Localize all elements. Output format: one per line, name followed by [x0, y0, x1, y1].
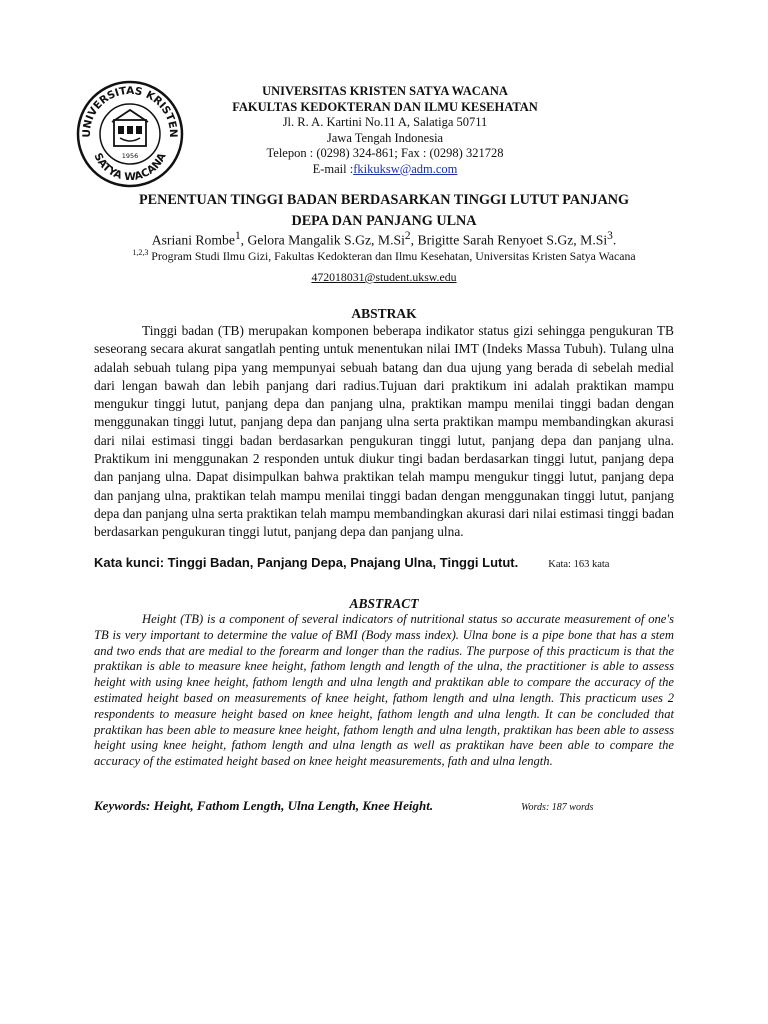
region: Jawa Tengah Indonesia: [326, 130, 444, 145]
author-name: Gelora Mangalik S.Gz, M.Si: [247, 232, 405, 248]
affiliation-text: Program Studi Ilmu Gizi, Fakultas Kedokteran dan Ilmu Kesehatan, Universitas Kristen Satya Wacana: [148, 248, 636, 263]
address: Jl. R. A. Kartini No.11 A, Salatiga 50711: [282, 115, 488, 129]
phone-fax: Telepon : (0298) 324-861; Fax : (0298) 321728: [266, 146, 504, 160]
student-email-link[interactable]: 472018031@student.uksw.edu: [311, 270, 457, 284]
email-line: [200, 162, 570, 178]
logo-bottom-text: SATYA WACANA: [91, 151, 169, 184]
author-sup: 2: [404, 230, 411, 242]
author-name: Brigitte Sarah Renyoet S.Gz, M.Si: [417, 232, 608, 248]
student-email: [96, 270, 672, 285]
author-list: Asriani Rombe$^1$, Gelora Mangalik S.Gz, M.Si$^2$, Brigitte Sarah Renyoet S.Gz, M.Si$^3$.: [151, 230, 617, 248]
logo-top-text: UNIVERSITAS KRISTEN: [80, 84, 180, 138]
abstract-keywords: Keywords: Height, Fathom Length, Ulna Length, Knee Height.: [94, 798, 434, 813]
affiliation-sup: 1,2,3: [132, 248, 149, 257]
abstract-body: [94, 612, 674, 770]
abstrak-word-count: Kata: 163 kata: [548, 559, 610, 570]
abstrak-body: [94, 322, 674, 542]
abstract-heading: ABSTRACT: [349, 596, 419, 611]
faculty-name: FAKULTAS KEDOKTERAN DAN ILMU KESEHATAN: [232, 99, 538, 114]
logo-year: 1956: [121, 152, 139, 160]
email-link[interactable]: fkikuksw@adm.com: [353, 161, 458, 176]
author-sup: 3: [607, 230, 613, 242]
university-name: UNIVERSITAS KRISTEN SATYA WACANA: [262, 84, 508, 98]
author-name: Asriani Rombe: [151, 232, 235, 248]
institution-header: [200, 84, 570, 177]
paper-title: [96, 190, 672, 231]
abstrak-paragraph: Tinggi badan (TB) merupakan komponen beberapa indikator status gizi sehingga pengukuran TB seseorang secara akurat sangatlah penting untuk menentukan nilai IMT (Indeks Massa Tubuh). Tulang ulna adalah sebuah tulang pipa yang mempunyai sebuah batang dan dua ujung yang berada di sebelah medial dari lengan bawah dan lebih panjang dari radius.Tujuan dari praktikum ini adalah praktikan mampu mengukur tinggi lutut, panjang depa dan panjang ulna, praktikan mampu menilai tinggi badan dengan menggunakan tinggi lutut, panjang depa dan panjang ulna serta praktikan mampu membandingkan akurasi dari nilai estimasi tinggi badan berdasarkan pengukuran tinggi lutut, panjang depa dan panjang ulna. Praktikum ini menggunakan 2 responden untuk diukur tingi badan berdasarkan tinggi lutut, panjang depa dan panjang ulna. Dapat disimpulkan bahwa praktikan telah mampu mengukur tinggi lutut, panjang depa dan panjang ulna, praktikan telah mampu menilai tinggi badan dengan menggunakan tinggi lutut, panjang depa dan panjang ulna serta praktikan telah mampu membandingkan akurasi dari nilai estimasi tinggi badan berdasarkan pengukuran tinggi lutut, panjang depa dan panjang ulna.: [94, 323, 674, 540]
abstract-keywords-row: [94, 797, 674, 815]
abstract-paragraph: Height (TB) is a component of several indicators of nutritional status so accurate measurement of one's TB is very important to determine the value of BMI (Body mass index). Ulna bone is a pipe bone that has a stem and two ends that are medial to the forearm and longer than the radius. The purpose of this practicum is that the praktikan is able to measure knee height, fathom length and length of the ulna, the practitioner is able to assess height with using knee height, fathom length and ulna length and praktikan able to compare the accuracy of the estimated height based on measurements of knee height, fathom length and ulna length. This practicum uses 2 respondents to measure height based on knee height, fathom length and ulna length. It can be concluded that praktikan has been able to measure knee height, fathom length and ulna length, praktikan has been able to assess height using knee height, fathom length and ulna length as well as praktikan have been able to compare the accuracy of the estimated height based on knee height measurements, fath and ulna length.: [94, 612, 674, 769]
title-line-2: DEPA DAN PANJANG ULNA: [291, 212, 477, 229]
affiliation: [96, 248, 672, 264]
author-sup: 1: [234, 230, 241, 242]
abstract-word-count: Words: 187 words: [521, 802, 594, 813]
university-logo: [76, 80, 184, 188]
abstrak-keywords: Kata kunci: Tinggi Badan, Panjang Depa, Pnajang Ulna, Tinggi Lutut.: [94, 555, 519, 570]
email-prefix: E-mail :: [312, 161, 354, 176]
abstrak-heading: ABSTRAK: [351, 306, 417, 321]
abstrak-keywords-row: [94, 554, 674, 572]
title-line-1: PENENTUAN TINGGI BADAN BERDASARKAN TINGGI LUTUT PANJANG: [138, 192, 630, 208]
